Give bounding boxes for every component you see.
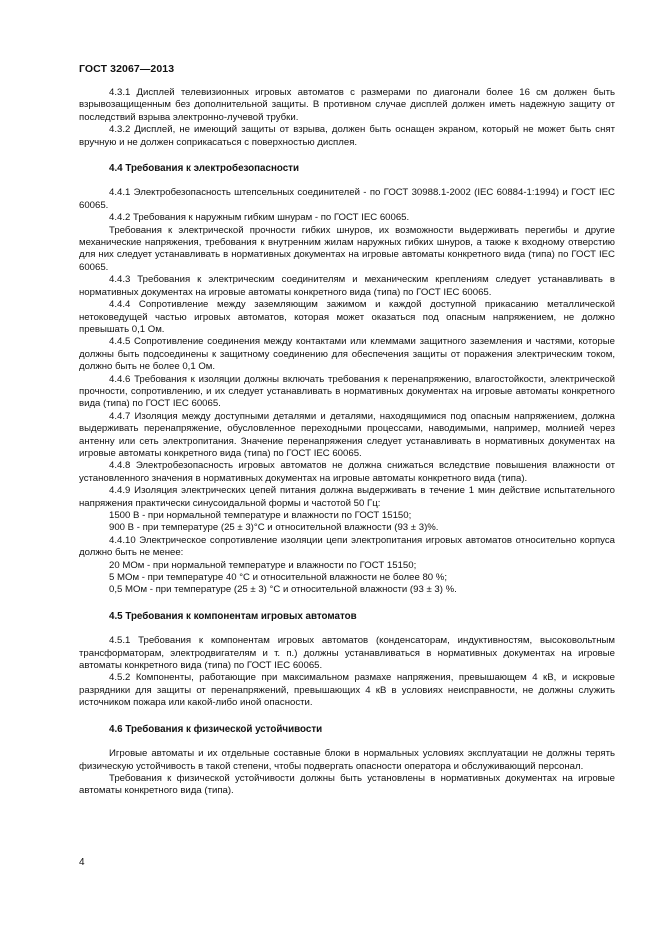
- list-item-5mohm: 5 МОм - при температуре 40 °С и относительной влажности не более 80 %;: [109, 572, 447, 584]
- list-item-20mohm: 20 МОм - при нормальной температуре и влажности по ГОСТ 15150;: [109, 559, 417, 571]
- paragraph-flexible-cords: Требования к электрической прочности гибких шнуров, их возможности выдерживать перегибы и другие механические напряжения, требования к внутренним жилам наружных гибких шнуров, а также к входному отверстию для них следует устанавливать в нормативных документах на игровые автоматы конкретного вида (типа) по ГОСТ IEC 60065.: [79, 224, 615, 273]
- paragraph-4-5-1: 4.5.1 Требования к компонентам игровых автоматов (конденсаторам, индуктивностям, высоковольтным трансформаторам, электродвигателям и т. п.) должны устанавливаться в нормативных документах на игровые автоматы конкретного вида (типа) по ГОСТ IEC 60065.: [79, 635, 615, 672]
- paragraph-4-4-7: 4.4.7 Изоляция между доступными деталями и деталями, находящимися под опасным напряжением, должна выдерживать перенапряжение, обусловленное переходными процессами, наводимыми, например, молнией через антенну или сеть электропитания. Значение перенапряжения следует устанавливать в нормативных документах на игровые автоматы конкретного вида (типа) по ГОСТ IEC 60065.: [79, 410, 615, 459]
- paragraph-stability-requirements: Требования к физической устойчивости должны быть установлены в нормативных документах на игровые автоматы конкретного вида (типа).: [79, 772, 615, 797]
- section-heading-4-6: 4.6 Требования к физической устойчивости: [109, 723, 323, 735]
- paragraph-4-4-3: 4.4.3 Требования к электрическим соединителям и механическим креплениям следует устанавливать в нормативных документах на игровые автоматы конкретного вида (типа) по ГОСТ IEC 60065.: [79, 274, 615, 298]
- paragraph-4-5-2: 4.5.2 Компоненты, работающие при максимальном размахе напряжения, превышающем 4 кВ, и искровые разрядники для защиты от перенапряжений, превышающих 4 кВ в условиях неисправности, не должны служить источником пожара или какой-либо иной опасности.: [79, 672, 615, 709]
- page-number: 4: [79, 857, 85, 868]
- document-body: [79, 87, 615, 798]
- section-heading-4-5: 4.5 Требования к компонентам игровых автоматов: [109, 610, 357, 622]
- paragraph-stability: Игровые автоматы и их отдельные составные блоки в нормальных условиях эксплуатации не должны терять физическую устойчивость в такой степени, чтобы подвергать опасности оператора и обслуживающий персонал.: [79, 748, 615, 772]
- paragraph-4-3-2: 4.3.2 Дисплей, не имеющий защиты от взрыва, должен быть оснащен экраном, который не может быть снят вручную и не должен соприкасаться с поверхностью дисплея.: [79, 124, 615, 148]
- section-heading-4-4: 4.4 Требования к электробезопасности: [109, 163, 299, 175]
- paragraph-4-4-10: 4.4.10 Электрическое сопротивление изоляции цепи электропитания игровых автоматов относительно корпуса должно быть не менее:: [79, 534, 615, 559]
- document-header: ГОСТ 32067—2013: [79, 63, 175, 75]
- list-item-0-5mohm: 0,5 МОм - при температуре (25 ± 3) °С и относительной влажности (93 ± 3) %.: [109, 584, 457, 596]
- paragraph-4-4-6: 4.4.6 Требования к изоляции должны включать требования к перенапряжению, влагостойкости, электрической прочности, сопротивлению, и их следует устанавливать в нормативных документах на игровые автоматы конкретного вида (типа) по ГОСТ IEC 60065.: [79, 373, 615, 410]
- paragraph-4-4-2: 4.4.2 Требования к наружным гибким шнурам - по ГОСТ IEC 60065.: [109, 212, 410, 224]
- paragraph-4-4-8: 4.4.8 Электробезопасность игровых автоматов не должна снижаться вследствие повышения влажности от установленного значения в нормативных документах на игровые автоматы конкретного вида (типа).: [79, 460, 615, 484]
- paragraph-4-4-5: 4.4.5 Сопротивление соединения между контактами или клеммами защитного заземления и частями, которые должны быть подсоединены к защитному соединению для обеспечения защиты от поражения электрическим током, должно быть не более 0,1 Ом.: [79, 336, 615, 373]
- paragraph-4-4-9: 4.4.9 Изоляция электрических цепей питания должна выдерживать в течение 1 мин действие испытательного напряжения практически синусоидальной формы и частотой 50 Гц:: [79, 485, 615, 509]
- paragraph-4-4-1: 4.4.1 Электробезопасность штепсельных соединителей - по ГОСТ 30988.1-2002 (IEC 60884-1:1994) и ГОСТ IEC 60065.: [79, 187, 615, 211]
- paragraph-4-3-1: 4.3.1 Дисплей телевизионных игровых автоматов с размерами по диагонали более 16 см должен быть взрывозащищенным без дополнительной защиты. В противном случае дисплей должен иметь надежную защиту от последствий взрыва электронно-лучевой трубки.: [79, 87, 615, 123]
- paragraph-4-4-4: 4.4.4 Сопротивление между заземляющим зажимом и каждой доступной прикасанию металлической нетоковедущей частью игровых автоматов, которая может оказаться под опасным напряжением, не должно превышать 0,1 Ом.: [79, 299, 615, 335]
- list-item-900v: 900 В - при температуре (25 ± 3)°С и относительной влажности (93 ± 3)%.: [109, 522, 439, 534]
- list-item-1500v: 1500 В - при нормальной температуре и влажности по ГОСТ 15150;: [109, 510, 412, 521]
